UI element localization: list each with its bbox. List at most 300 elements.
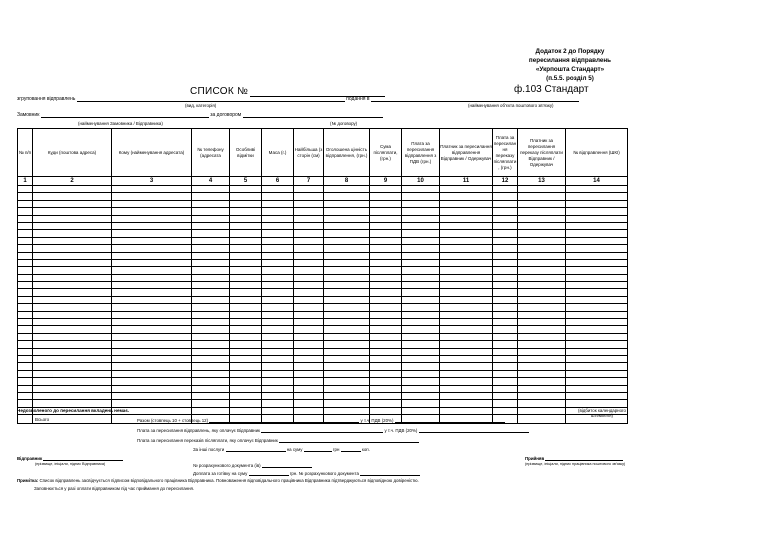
table-cell[interactable] — [112, 267, 192, 274]
table-cell[interactable] — [518, 326, 566, 333]
table-cell[interactable] — [324, 193, 370, 200]
table-cell[interactable] — [18, 296, 33, 303]
table-cell[interactable] — [440, 311, 493, 318]
table-cell[interactable] — [230, 186, 262, 193]
table-cell[interactable] — [493, 237, 518, 244]
table-cell[interactable] — [112, 348, 192, 355]
table-cell[interactable] — [262, 215, 294, 222]
table-cell[interactable] — [33, 385, 112, 392]
table-cell[interactable] — [192, 230, 230, 237]
table-cell[interactable] — [518, 296, 566, 303]
total-cell[interactable] — [518, 415, 566, 424]
table-cell[interactable] — [440, 407, 493, 414]
table-cell[interactable] — [262, 200, 294, 207]
table-cell[interactable] — [262, 363, 294, 370]
table-cell[interactable] — [294, 355, 324, 362]
table-cell[interactable] — [192, 193, 230, 200]
table-cell[interactable] — [324, 355, 370, 362]
table-cell[interactable] — [192, 208, 230, 215]
table-cell[interactable] — [518, 370, 566, 377]
table-cell[interactable] — [493, 289, 518, 296]
table-cell[interactable] — [230, 252, 262, 259]
table-cell[interactable] — [294, 385, 324, 392]
table-cell[interactable] — [33, 222, 112, 229]
table-cell[interactable] — [402, 378, 440, 385]
table-cell[interactable] — [294, 400, 324, 407]
table-cell[interactable] — [440, 200, 493, 207]
table-cell[interactable] — [112, 333, 192, 340]
table-cell[interactable] — [402, 385, 440, 392]
table-cell[interactable] — [294, 200, 324, 207]
table-cell[interactable] — [262, 341, 294, 348]
table-cell[interactable] — [192, 319, 230, 326]
table-cell[interactable] — [493, 259, 518, 266]
table-cell[interactable] — [566, 355, 628, 362]
table-cell[interactable] — [230, 274, 262, 281]
table-cell[interactable] — [112, 252, 192, 259]
table-cell[interactable] — [493, 363, 518, 370]
table-cell[interactable] — [440, 392, 493, 399]
table-cell[interactable] — [262, 252, 294, 259]
table-cell[interactable] — [18, 245, 33, 252]
table-cell[interactable] — [294, 304, 324, 311]
table-cell[interactable] — [18, 193, 33, 200]
table-cell[interactable] — [33, 289, 112, 296]
table-cell[interactable] — [566, 392, 628, 399]
table-cell[interactable] — [440, 348, 493, 355]
table-cell[interactable] — [230, 289, 262, 296]
table-cell[interactable] — [518, 259, 566, 266]
table-cell[interactable] — [192, 186, 230, 193]
table-cell[interactable] — [402, 252, 440, 259]
table-cell[interactable] — [112, 370, 192, 377]
table-cell[interactable] — [518, 267, 566, 274]
table-cell[interactable] — [518, 245, 566, 252]
table-cell[interactable] — [33, 326, 112, 333]
table-cell[interactable] — [18, 208, 33, 215]
table-cell[interactable] — [18, 392, 33, 399]
table-cell[interactable] — [402, 296, 440, 303]
table-cell[interactable] — [518, 289, 566, 296]
table-cell[interactable] — [112, 392, 192, 399]
table-cell[interactable] — [18, 363, 33, 370]
table-cell[interactable] — [33, 267, 112, 274]
table-cell[interactable] — [566, 274, 628, 281]
table-cell[interactable] — [402, 193, 440, 200]
table-cell[interactable] — [402, 304, 440, 311]
table-cell[interactable] — [493, 311, 518, 318]
table-cell[interactable] — [112, 385, 192, 392]
table-cell[interactable] — [18, 333, 33, 340]
table-cell[interactable] — [112, 311, 192, 318]
table-cell[interactable] — [402, 267, 440, 274]
table-cell[interactable] — [566, 319, 628, 326]
table-cell[interactable] — [294, 326, 324, 333]
table-cell[interactable] — [262, 245, 294, 252]
table-cell[interactable] — [493, 245, 518, 252]
table-cell[interactable] — [33, 341, 112, 348]
table-cell[interactable] — [192, 289, 230, 296]
table-cell[interactable] — [370, 208, 402, 215]
table-cell[interactable] — [440, 259, 493, 266]
table-cell[interactable] — [18, 215, 33, 222]
table-cell[interactable] — [493, 215, 518, 222]
table-cell[interactable] — [294, 222, 324, 229]
table-cell[interactable] — [18, 252, 33, 259]
table-cell[interactable] — [294, 407, 324, 414]
table-cell[interactable] — [324, 407, 370, 414]
table-cell[interactable] — [262, 370, 294, 377]
table-cell[interactable] — [262, 289, 294, 296]
table-cell[interactable] — [440, 274, 493, 281]
table-cell[interactable] — [402, 333, 440, 340]
table-cell[interactable] — [493, 296, 518, 303]
table-cell[interactable] — [493, 274, 518, 281]
table-cell[interactable] — [294, 333, 324, 340]
table-cell[interactable] — [324, 237, 370, 244]
table-cell[interactable] — [112, 304, 192, 311]
table-cell[interactable] — [440, 363, 493, 370]
table-cell[interactable] — [370, 392, 402, 399]
table-cell[interactable] — [518, 392, 566, 399]
table-cell[interactable] — [112, 215, 192, 222]
table-cell[interactable] — [33, 186, 112, 193]
table-cell[interactable] — [230, 296, 262, 303]
table-cell[interactable] — [518, 222, 566, 229]
table-cell[interactable] — [112, 200, 192, 207]
table-cell[interactable] — [402, 282, 440, 289]
table-cell[interactable] — [566, 282, 628, 289]
table-cell[interactable] — [230, 200, 262, 207]
table-cell[interactable] — [518, 193, 566, 200]
table-cell[interactable] — [230, 245, 262, 252]
table-cell[interactable] — [192, 311, 230, 318]
table-cell[interactable] — [440, 252, 493, 259]
table-cell[interactable] — [192, 245, 230, 252]
table-cell[interactable] — [402, 237, 440, 244]
table-cell[interactable] — [402, 215, 440, 222]
table-cell[interactable] — [518, 400, 566, 407]
table-cell[interactable] — [566, 245, 628, 252]
table-cell[interactable] — [518, 385, 566, 392]
table-cell[interactable] — [324, 274, 370, 281]
table-cell[interactable] — [324, 200, 370, 207]
table-cell[interactable] — [262, 319, 294, 326]
table-cell[interactable] — [370, 363, 402, 370]
table-cell[interactable] — [262, 378, 294, 385]
table-cell[interactable] — [370, 289, 402, 296]
table-cell[interactable] — [230, 355, 262, 362]
table-cell[interactable] — [18, 282, 33, 289]
table-cell[interactable] — [440, 296, 493, 303]
table-cell[interactable] — [18, 370, 33, 377]
table-cell[interactable] — [566, 230, 628, 237]
table-cell[interactable] — [112, 186, 192, 193]
table-cell[interactable] — [262, 311, 294, 318]
table-cell[interactable] — [33, 193, 112, 200]
table-cell[interactable] — [294, 237, 324, 244]
table-cell[interactable] — [518, 230, 566, 237]
table-cell[interactable] — [33, 252, 112, 259]
table-cell[interactable] — [33, 208, 112, 215]
table-cell[interactable] — [18, 311, 33, 318]
table-cell[interactable] — [294, 341, 324, 348]
table-cell[interactable] — [440, 326, 493, 333]
table-cell[interactable] — [33, 259, 112, 266]
table-cell[interactable] — [192, 355, 230, 362]
table-cell[interactable] — [566, 326, 628, 333]
table-cell[interactable] — [493, 392, 518, 399]
table-cell[interactable] — [324, 267, 370, 274]
table-cell[interactable] — [370, 215, 402, 222]
table-cell[interactable] — [262, 274, 294, 281]
table-cell[interactable] — [33, 274, 112, 281]
table-cell[interactable] — [294, 252, 324, 259]
table-cell[interactable] — [440, 304, 493, 311]
table-cell[interactable] — [112, 400, 192, 407]
table-cell[interactable] — [370, 378, 402, 385]
table-cell[interactable] — [294, 282, 324, 289]
table-cell[interactable] — [440, 378, 493, 385]
table-cell[interactable] — [566, 378, 628, 385]
table-cell[interactable] — [33, 378, 112, 385]
table-cell[interactable] — [18, 259, 33, 266]
table-cell[interactable] — [230, 400, 262, 407]
table-cell[interactable] — [370, 267, 402, 274]
table-cell[interactable] — [33, 311, 112, 318]
table-cell[interactable] — [324, 304, 370, 311]
table-cell[interactable] — [18, 341, 33, 348]
table-cell[interactable] — [230, 282, 262, 289]
table-cell[interactable] — [262, 267, 294, 274]
table-cell[interactable] — [518, 200, 566, 207]
table-cell[interactable] — [566, 333, 628, 340]
table-cell[interactable] — [518, 282, 566, 289]
table-cell[interactable] — [518, 348, 566, 355]
table-cell[interactable] — [440, 385, 493, 392]
table-cell[interactable] — [262, 208, 294, 215]
table-cell[interactable] — [33, 215, 112, 222]
table-cell[interactable] — [566, 267, 628, 274]
table-cell[interactable] — [18, 267, 33, 274]
table-cell[interactable] — [18, 385, 33, 392]
table-cell[interactable] — [230, 341, 262, 348]
table-cell[interactable] — [324, 208, 370, 215]
table-cell[interactable] — [192, 237, 230, 244]
table-cell[interactable] — [402, 289, 440, 296]
table-cell[interactable] — [230, 267, 262, 274]
table-cell[interactable] — [192, 296, 230, 303]
table-cell[interactable] — [518, 319, 566, 326]
table-cell[interactable] — [324, 341, 370, 348]
table-cell[interactable] — [370, 237, 402, 244]
table-cell[interactable] — [518, 215, 566, 222]
table-cell[interactable] — [493, 400, 518, 407]
table-cell[interactable] — [566, 252, 628, 259]
table-cell[interactable] — [370, 200, 402, 207]
table-cell[interactable] — [112, 378, 192, 385]
table-cell[interactable] — [440, 245, 493, 252]
table-cell[interactable] — [18, 274, 33, 281]
table-cell[interactable] — [566, 304, 628, 311]
table-cell[interactable] — [192, 407, 230, 414]
table-cell[interactable] — [440, 319, 493, 326]
table-cell[interactable] — [370, 186, 402, 193]
table-cell[interactable] — [230, 392, 262, 399]
table-cell[interactable] — [230, 333, 262, 340]
table-cell[interactable] — [230, 407, 262, 414]
table-cell[interactable] — [402, 319, 440, 326]
table-cell[interactable] — [518, 363, 566, 370]
table-cell[interactable] — [566, 363, 628, 370]
table-cell[interactable] — [493, 282, 518, 289]
table-cell[interactable] — [18, 230, 33, 237]
table-cell[interactable] — [518, 252, 566, 259]
table-cell[interactable] — [262, 296, 294, 303]
table-cell[interactable] — [18, 348, 33, 355]
table-cell[interactable] — [440, 400, 493, 407]
table-cell[interactable] — [192, 378, 230, 385]
table-cell[interactable] — [493, 378, 518, 385]
table-cell[interactable] — [112, 341, 192, 348]
table-cell[interactable] — [370, 355, 402, 362]
table-cell[interactable] — [402, 259, 440, 266]
table-cell[interactable] — [566, 385, 628, 392]
table-cell[interactable] — [230, 193, 262, 200]
table-cell[interactable] — [18, 186, 33, 193]
table-cell[interactable] — [402, 230, 440, 237]
table-cell[interactable] — [440, 333, 493, 340]
table-cell[interactable] — [493, 252, 518, 259]
table-cell[interactable] — [370, 400, 402, 407]
table-cell[interactable] — [440, 237, 493, 244]
table-cell[interactable] — [518, 304, 566, 311]
table-cell[interactable] — [18, 237, 33, 244]
table-cell[interactable] — [402, 348, 440, 355]
table-cell[interactable] — [370, 259, 402, 266]
table-cell[interactable] — [566, 186, 628, 193]
table-cell[interactable] — [566, 193, 628, 200]
table-cell[interactable] — [33, 237, 112, 244]
table-cell[interactable] — [262, 326, 294, 333]
table-cell[interactable] — [518, 237, 566, 244]
table-cell[interactable] — [370, 311, 402, 318]
table-cell[interactable] — [566, 348, 628, 355]
table-cell[interactable] — [112, 282, 192, 289]
table-cell[interactable] — [518, 274, 566, 281]
table-cell[interactable] — [112, 296, 192, 303]
table-cell[interactable] — [262, 400, 294, 407]
table-cell[interactable] — [440, 208, 493, 215]
table-cell[interactable] — [294, 193, 324, 200]
table-cell[interactable] — [192, 348, 230, 355]
table-cell[interactable] — [33, 319, 112, 326]
table-cell[interactable] — [566, 200, 628, 207]
table-cell[interactable] — [324, 378, 370, 385]
table-cell[interactable] — [18, 355, 33, 362]
table-cell[interactable] — [402, 245, 440, 252]
table-cell[interactable] — [192, 392, 230, 399]
table-cell[interactable] — [566, 311, 628, 318]
table-cell[interactable] — [493, 326, 518, 333]
table-cell[interactable] — [440, 193, 493, 200]
table-cell[interactable] — [33, 333, 112, 340]
table-cell[interactable] — [262, 385, 294, 392]
table-cell[interactable] — [262, 186, 294, 193]
table-cell[interactable] — [294, 245, 324, 252]
table-cell[interactable] — [112, 319, 192, 326]
table-cell[interactable] — [370, 304, 402, 311]
table-cell[interactable] — [566, 289, 628, 296]
table-cell[interactable] — [112, 363, 192, 370]
table-cell[interactable] — [294, 378, 324, 385]
table-cell[interactable] — [230, 363, 262, 370]
table-cell[interactable] — [370, 333, 402, 340]
table-cell[interactable] — [370, 282, 402, 289]
table-cell[interactable] — [402, 407, 440, 414]
table-cell[interactable] — [493, 193, 518, 200]
table-cell[interactable] — [324, 222, 370, 229]
table-cell[interactable] — [192, 370, 230, 377]
table-cell[interactable] — [402, 355, 440, 362]
table-cell[interactable] — [230, 222, 262, 229]
table-cell[interactable] — [440, 215, 493, 222]
table-cell[interactable] — [566, 237, 628, 244]
table-cell[interactable] — [493, 333, 518, 340]
table-cell[interactable] — [402, 370, 440, 377]
table-cell[interactable] — [324, 400, 370, 407]
table-cell[interactable] — [324, 348, 370, 355]
table-cell[interactable] — [566, 222, 628, 229]
table-cell[interactable] — [493, 341, 518, 348]
table-cell[interactable] — [518, 378, 566, 385]
table-cell[interactable] — [440, 289, 493, 296]
table-cell[interactable] — [370, 230, 402, 237]
table-cell[interactable] — [370, 385, 402, 392]
table-cell[interactable] — [33, 348, 112, 355]
table-cell[interactable] — [440, 267, 493, 274]
table-cell[interactable] — [18, 319, 33, 326]
table-cell[interactable] — [370, 245, 402, 252]
table-cell[interactable] — [440, 222, 493, 229]
table-cell[interactable] — [192, 267, 230, 274]
table-cell[interactable] — [493, 208, 518, 215]
table-cell[interactable] — [402, 222, 440, 229]
table-cell[interactable] — [112, 208, 192, 215]
table-cell[interactable] — [518, 341, 566, 348]
table-cell[interactable] — [324, 311, 370, 318]
table-cell[interactable] — [294, 363, 324, 370]
table-cell[interactable] — [518, 208, 566, 215]
table-cell[interactable] — [112, 193, 192, 200]
table-cell[interactable] — [294, 319, 324, 326]
table-cell[interactable] — [493, 186, 518, 193]
table-cell[interactable] — [370, 407, 402, 414]
table-cell[interactable] — [112, 237, 192, 244]
table-cell[interactable] — [230, 370, 262, 377]
table-cell[interactable] — [262, 392, 294, 399]
table-cell[interactable] — [18, 289, 33, 296]
table-cell[interactable] — [18, 304, 33, 311]
table-cell[interactable] — [294, 296, 324, 303]
table-cell[interactable] — [324, 392, 370, 399]
table-cell[interactable] — [192, 341, 230, 348]
table-cell[interactable] — [566, 296, 628, 303]
table-cell[interactable] — [402, 400, 440, 407]
table-cell[interactable] — [262, 348, 294, 355]
table-cell[interactable] — [112, 222, 192, 229]
table-cell[interactable] — [192, 333, 230, 340]
